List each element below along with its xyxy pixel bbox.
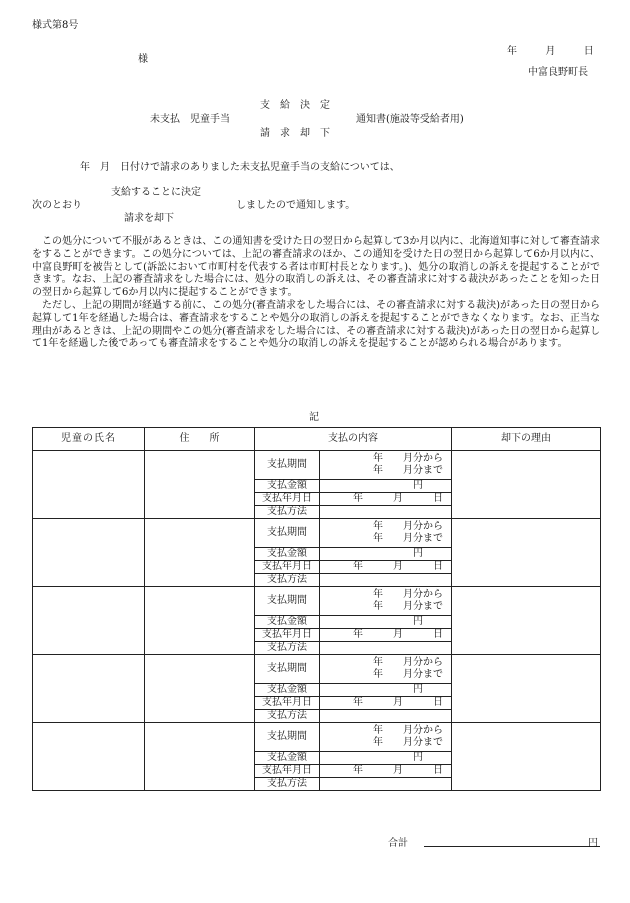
payment-amount-label: 支払金額 [255,480,320,493]
payment-date-value[interactable]: 年 月 日 [320,493,452,506]
payment-period-label: 支払期間 [255,655,320,684]
address-cell[interactable] [145,723,255,791]
child-name-cell[interactable] [33,451,145,519]
payment-amount-value[interactable]: 円 [320,684,452,697]
table-row [33,519,601,548]
table-row [33,723,601,752]
header-rejection-reason: 却下の理由 [452,428,601,451]
payment-table [32,427,601,791]
period-to: 年 月分まで [373,669,443,680]
payment-date-value[interactable]: 年 月 日 [320,697,452,710]
payment-method-label: 支払方法 [255,574,320,587]
title-option-bottom: 請 求 却 下 [260,128,330,139]
appeal-notice [32,236,600,351]
payment-date-label: 支払年月日 [255,629,320,642]
payment-period-value[interactable] [320,587,452,616]
payment-period-label: 支払期間 [255,723,320,752]
period-to: 年 月分まで [373,465,443,476]
rejection-reason-cell[interactable] [452,519,601,587]
payment-date-label: 支払年月日 [255,697,320,710]
payment-period-label: 支払期間 [255,519,320,548]
rejection-reason-cell[interactable] [452,723,601,791]
issuer-name: 中富良野町長 [528,67,588,78]
table-row [33,655,601,684]
payment-period-value[interactable] [320,451,452,480]
payment-period-value[interactable] [320,723,452,752]
title-suffix: 通知書(施設等受給者用) [356,114,464,125]
payment-amount-label: 支払金額 [255,616,320,629]
payment-date-label: 支払年月日 [255,561,320,574]
total-label: 合計 [388,838,408,849]
payment-method-value[interactable] [320,710,452,723]
payment-period-label: 支払期間 [255,451,320,480]
intro-line: 年 月 日付けで請求のありました未支払児童手当の支給については、 [80,162,400,173]
payment-method-value[interactable] [320,778,452,791]
payment-amount-value[interactable]: 円 [320,752,452,765]
payment-amount-value[interactable]: 円 [320,616,452,629]
total-unit: 円 [588,838,598,849]
period-to: 年 月分まで [373,737,443,748]
issue-date-month: 月 [545,46,556,57]
appeal-notice-paragraph-1: この処分について不服があるときは、この通知書を受けた日の翌日から起算して3か月以内に、北海道知事に対して審査請求をすることができます。この処分については、上記の審査請求のほか、この通知を受けた日の翌日から起算して6か月以内に、中富良野町を被告として(訴訟において市町村を代表する者は市町村長となります。)、処分の取消しの訴えを提起することができます。なお、上記の審査請求をした場合には、処分の取消しの訴えは、その審査請求に対する裁決があったことを知った日の翌日から起算して6か月以内に提起することができます。 [32,236,600,299]
header-address: 住 所 [145,428,255,451]
issue-date-day: 日 [583,46,594,57]
total-amount-field[interactable] [424,846,600,847]
payment-method-label: 支払方法 [255,642,320,655]
child-name-cell[interactable] [33,519,145,587]
payment-method-label: 支払方法 [255,710,320,723]
child-name-cell[interactable] [33,723,145,791]
payment-amount-label: 支払金額 [255,752,320,765]
child-name-cell[interactable] [33,655,145,723]
address-cell[interactable] [145,451,255,519]
payment-method-value[interactable] [320,506,452,519]
period-to: 年 月分まで [373,533,443,544]
payment-method-label: 支払方法 [255,506,320,519]
decision-suffix: しましたので通知します。 [236,200,356,211]
ki-heading: 記 [309,412,319,423]
payment-amount-label: 支払金額 [255,548,320,561]
payment-period-value[interactable] [320,519,452,548]
address-cell[interactable] [145,519,255,587]
table-row [33,587,601,616]
decision-prefix: 次のとおり [32,200,82,211]
appeal-notice-paragraph-2: ただし、上記の期間が経過する前に、この処分(審査請求をした場合には、その審査請求に対する裁決)があった日の翌日から起算して1年を経過した場合は、審査請求をすることや処分の取消しの訴えを提起することができなくなります。なお、正当な理由があるときは、上記の期間やこの処分(審査請求をした場合には、その審査請求に対する裁決)があった日の翌日から起算して1年を経過した後であっても審査請求をすることや処分の取消しの訴えを提起することが認められる場合があります。 [32,299,600,350]
payment-amount-value[interactable]: 円 [320,548,452,561]
title-option-top: 支 給 決 定 [260,100,330,111]
period-from: 年 月分から [373,589,443,600]
address-cell[interactable] [145,587,255,655]
address-cell[interactable] [145,655,255,723]
title-prefix: 未支払 児童手当 [150,114,230,125]
payment-method-value[interactable] [320,642,452,655]
payment-date-label: 支払年月日 [255,493,320,506]
child-name-cell[interactable] [33,587,145,655]
payment-method-value[interactable] [320,574,452,587]
payment-date-value[interactable]: 年 月 日 [320,561,452,574]
payment-date-value[interactable]: 年 月 日 [320,765,452,778]
decision-option-bottom: 請求を却下 [124,213,174,224]
payment-amount-label: 支払金額 [255,684,320,697]
period-to: 年 月分まで [373,601,443,612]
issue-date [507,42,594,57]
payment-date-label: 支払年月日 [255,765,320,778]
period-from: 年 月分から [373,657,443,668]
payment-period-label: 支払期間 [255,587,320,616]
period-from: 年 月分から [373,521,443,532]
payment-date-value[interactable]: 年 月 日 [320,629,452,642]
rejection-reason-cell[interactable] [452,655,601,723]
payment-period-value[interactable] [320,655,452,684]
rejection-reason-cell[interactable] [452,587,601,655]
form-number: 様式第8号 [32,20,79,31]
issue-date-year: 年 [507,46,517,57]
decision-option-top: 支給することに決定 [111,187,201,198]
header-payment-content: 支払の内容 [255,428,452,451]
payment-method-label: 支払方法 [255,778,320,791]
period-from: 年 月分から [373,453,443,464]
rejection-reason-cell[interactable] [452,451,601,519]
payment-amount-value[interactable]: 円 [320,480,452,493]
period-from: 年 月分から [373,725,443,736]
table-row [33,451,601,480]
table-header-row [33,428,601,451]
header-child-name: 児童の氏名 [33,428,145,451]
recipient-suffix: 様 [138,54,148,65]
